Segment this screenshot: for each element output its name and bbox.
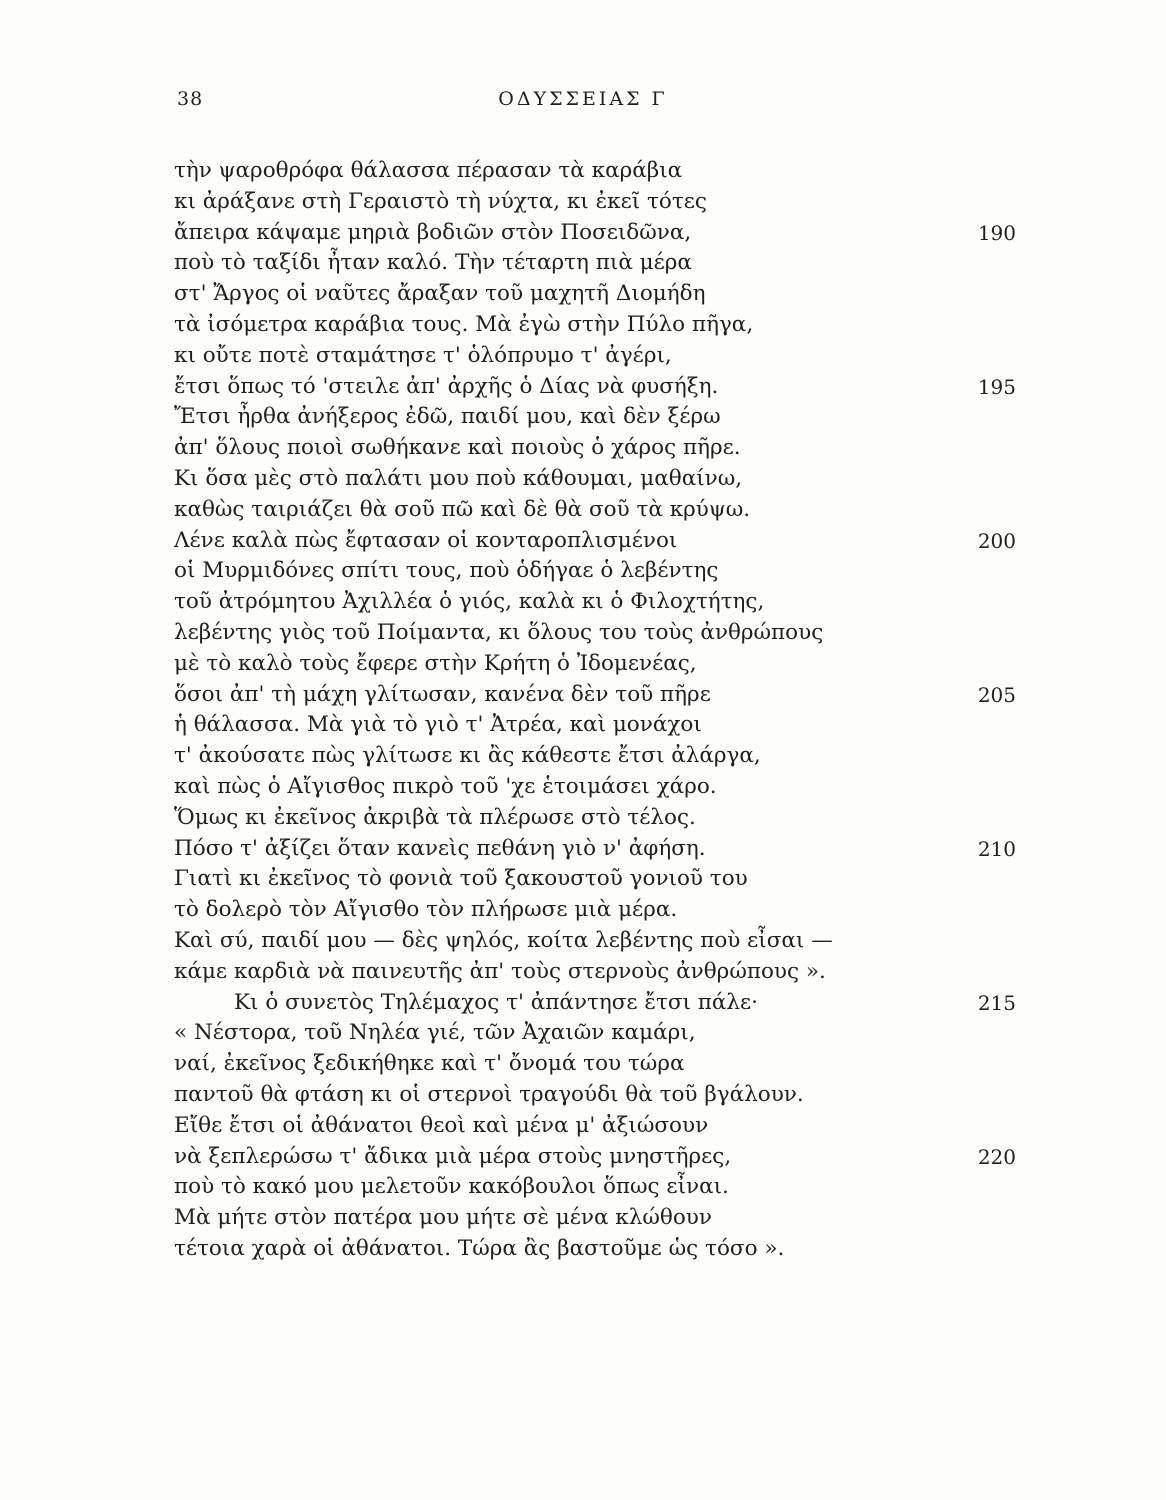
verse-text: Μὰ μήτε στὸν πατέρα μου μήτε σὲ μένα κλώθουν <box>174 1205 712 1231</box>
verse-text: Πόσο τ' ἀξίζει ὅταν κανεὶς πεθάνη γιὸ ν' ἀφήση. <box>174 835 706 861</box>
line-number: 190 <box>977 220 1016 245</box>
verse-line <box>174 218 1034 249</box>
verse-line <box>174 649 1034 680</box>
verse-text: λεβέντης γιὸς τοῦ Ποίμαντα, κι ὅλους του τοὺς ἀνθρώπους <box>174 619 824 645</box>
verse-text: τ' ἀκούσατε πὼς γλίτωσε κι ἂς κάθεστε ἔτσι ἀλάργα, <box>174 743 761 769</box>
verse-text: Ἔτσι ἦρθα ἀνήξερος ἐδῶ, παιδί μου, καὶ δὲν ξέρω <box>174 404 721 430</box>
verse-line <box>174 310 1034 341</box>
verse-text: ἡ θάλασσα. Μὰ γιὰ τὸ γιὸ τ' Ἀτρέα, καὶ μονάχοι <box>174 712 702 738</box>
verse-text: κάμε καρδιὰ νὰ παινευτῆς ἀπ' τοὺς στερνοὺς ἀνθρώπους ». <box>174 958 826 984</box>
verse-text: παντοῦ θὰ φτάση κι οἱ στερνοὶ τραγούδι θὰ τοῦ βγάλουν. <box>174 1081 804 1107</box>
verse-line <box>174 341 1034 372</box>
verse-text: κι ἀράξανε στὴ Γεραιστὸ τὴ νύχτα, κι ἐκεῖ τότες <box>174 188 707 214</box>
verse-line <box>174 618 1034 649</box>
line-number: 220 <box>977 1144 1016 1169</box>
verse-line <box>174 895 1034 926</box>
verse-block <box>174 156 1034 1265</box>
verse-text: Ὅμως κι ἐκεῖνος ἀκριβὰ τὰ πλέρωσε στὸ τέλος. <box>174 804 696 830</box>
verse-line <box>174 741 1034 772</box>
verse-line <box>174 957 1034 988</box>
verse-line <box>174 680 1034 711</box>
verse-text: στ' Ἄργος οἱ ναῦτες ἄραξαν τοῦ μαχητῆ Διομήδη <box>174 281 706 307</box>
verse-text: Κι ὁ συνετὸς Τηλέμαχος τ' ἀπάντησε ἔτσι πάλε· <box>234 989 759 1015</box>
verse-text: τὰ ἰσόμετρα καράβια τους. Μὰ ἐγὼ στὴν Πύλο πῆγα, <box>174 311 754 337</box>
verse-line <box>174 1049 1034 1080</box>
verse-text: Εἴθε ἔτσι οἱ ἀθάνατοι θεοὶ καὶ μένα μ' ἀξιώσουν <box>174 1112 709 1138</box>
verse-line <box>174 279 1034 310</box>
verse-text: ναί, ἐκεῖνος ξεδικήθηκε καὶ τ' ὄνομά του τώρα <box>174 1051 685 1077</box>
verse-line <box>174 1142 1034 1173</box>
verse-line <box>174 988 1034 1019</box>
verse-line <box>174 1203 1034 1234</box>
verse-line <box>174 926 1034 957</box>
verse-text: μὲ τὸ καλὸ τοὺς ἔφερε στὴν Κρήτη ὁ Ἰδομενέας, <box>174 650 697 676</box>
verse-text: Καὶ σύ, παιδί μου — δὲς ψηλός, κοίτα λεβέντης ποὺ εἶσαι — <box>174 927 833 953</box>
verse-text: τὴν ψαροθρόφα θάλασσα πέρασαν τὰ καράβια <box>174 158 683 183</box>
line-number: 195 <box>977 374 1016 399</box>
verse-line <box>174 372 1034 403</box>
verse-text: ἀπ' ὅλους ποιοὶ σωθήκανε καὶ ποιοὺς ὁ χάρος πῆρε. <box>174 435 741 461</box>
verse-line <box>174 433 1034 464</box>
verse-text: « Νέστορα, τοῦ Νηλέα γιέ, τῶν Ἀχαιῶν καμάρι, <box>174 1020 696 1046</box>
verse-line <box>174 834 1034 865</box>
verse-text: Λένε καλὰ πὼς ἔφτασαν οἱ κονταροπλισμένοι <box>174 527 678 553</box>
verse-line <box>174 526 1034 557</box>
verse-text: ποὺ τὸ ταξίδι ἦταν καλό. Τὴν τέταρτη πιὰ μέρα <box>174 250 692 276</box>
verse-line <box>174 156 1034 187</box>
line-number: 205 <box>977 682 1016 707</box>
verse-line <box>174 495 1034 526</box>
verse-line <box>174 864 1034 895</box>
verse-text: νὰ ξεπλερώσω τ' ἄδικα μιὰ μέρα στοὺς μνηστῆρες, <box>174 1143 732 1169</box>
verse-text: τὸ δολερὸ τὸν Αἴγισθο τὸν πλήρωσε μιὰ μέρα. <box>174 897 678 923</box>
verse-text: ποὺ τὸ κακό μου μελετοῦν κακόβουλοι ὅπως εἶναι. <box>174 1174 729 1200</box>
running-head-title: ΟΔΥΣΣΕΙΑΣ Γ <box>498 88 668 110</box>
line-number: 215 <box>977 990 1016 1015</box>
verse-text: ἔτσι ὅπως τό 'στειλε ἀπ' ἀρχῆς ὁ Δίας νὰ φυσήξη. <box>174 373 719 399</box>
verse-text: ἄπειρα κάψαμε μηριὰ βοδιῶν στὸν Ποσειδῶνα, <box>174 219 692 245</box>
verse-text: κι οὔτε ποτὲ σταμάτησε τ' ὁλόπρυμο τ' ἀγέρι, <box>174 342 672 368</box>
verse-text: Κι ὅσα μὲς στὸ παλάτι μου ποὺ κάθουμαι, μαθαίνω, <box>174 465 743 491</box>
page-number: 38 <box>177 88 204 110</box>
verse-line <box>174 772 1034 803</box>
verse-line <box>174 1080 1034 1111</box>
verse-line <box>174 1234 1034 1265</box>
verse-text: ὅσοι ἀπ' τὴ μάχη γλίτωσαν, κανένα δὲν τοῦ πῆρε <box>174 681 711 707</box>
line-number: 200 <box>977 528 1016 553</box>
verse-line <box>174 187 1034 218</box>
verse-line <box>174 710 1034 741</box>
verse-line <box>174 1018 1034 1049</box>
verse-line <box>174 402 1034 433</box>
verse-line <box>174 556 1034 587</box>
verse-text: τέτοια χαρὰ οἱ ἀθάνατοι. Τώρα ἂς βαστοῦμε ὡς τόσο ». <box>174 1235 785 1261</box>
verse-line <box>174 1172 1034 1203</box>
verse-text: καθὼς ταιριάζει θὰ σοῦ πῶ καὶ δὲ θὰ σοῦ τὰ κρύψω. <box>174 496 751 522</box>
line-number: 210 <box>977 836 1016 861</box>
verse-line <box>174 464 1034 495</box>
verse-text: Γιατὶ κι ἐκεῖνος τὸ φονιὰ τοῦ ξακουστοῦ γονιοῦ του <box>174 866 748 892</box>
verse-text: τοῦ ἀτρόμητου Ἀχιλλέα ὁ γιός, καλὰ κι ὁ Φιλοχτήτης, <box>174 589 765 615</box>
verse-line <box>174 1111 1034 1142</box>
verse-line <box>174 803 1034 834</box>
verse-line <box>174 587 1034 618</box>
verse-text: καὶ πὼς ὁ Αἴγισθος πικρὸ τοῦ 'χε ἑτοιμάσει χάρο. <box>174 773 717 799</box>
verse-text: οἱ Μυρμιδόνες σπίτι τους, ποὺ ὁδήγαε ὁ λεβέντης <box>174 558 719 584</box>
verse-line <box>174 248 1034 279</box>
